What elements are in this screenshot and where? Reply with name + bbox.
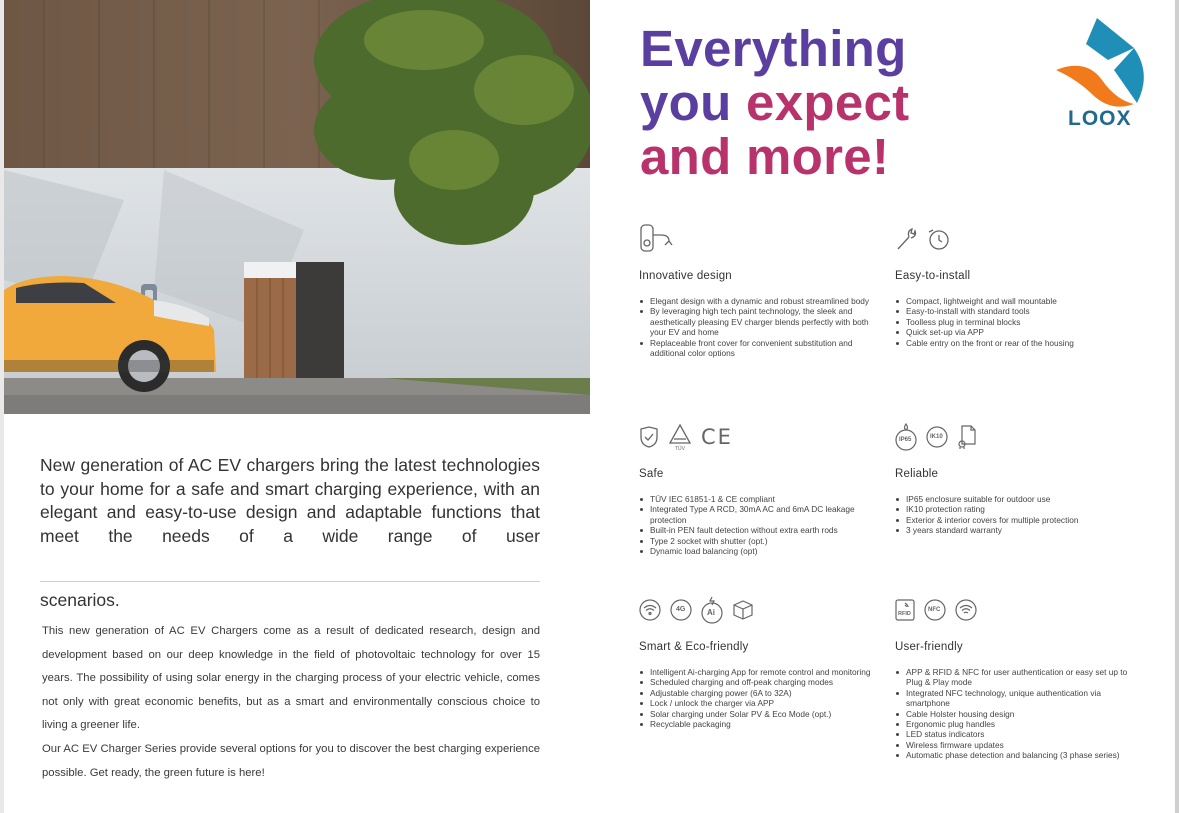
feature-icons [639, 593, 879, 627]
list-item: Cable entry on the front or rear of the housing [906, 338, 1135, 348]
divider [40, 581, 540, 582]
feature-title: Safe [639, 468, 664, 480]
headline-word: expect [746, 74, 910, 131]
list-item: Lock / unlock the charger via APP [650, 698, 879, 708]
list-item: APP & RFID & NFC for user authentication or easy set up to Plug & Play mode [906, 667, 1135, 688]
ik10-label: IK10 [930, 434, 943, 440]
list-item: By leveraging high tech paint technology, the sleek and aesthetically pleasing EV charger blends perfectly with both your EV and home [650, 306, 879, 337]
list-item: Built-in PEN fault detection without extra earth rods [650, 525, 879, 535]
list-item: TÜV IEC 61851-1 & CE compliant [650, 494, 879, 504]
ce-mark-icon: CE [701, 425, 733, 449]
list-item: IP65 enclosure suitable for outdoor use [906, 494, 1135, 504]
body-paragraph-1: This new generation of AC EV Chargers come as a result of dedicated research, design and development based on our deep knowledge in the field of photovoltaic technology for over 15 years. The possibility of using solar energy in the charging process of your electric vehicle, comes not only with great economic benefits, but as a smart and environmentally conscious choice to living a greener life. [42, 625, 540, 732]
list-item: Scheduled charging and off-peak charging modes [650, 677, 879, 687]
wireless-icon [955, 599, 977, 621]
shield-check-icon [639, 425, 659, 449]
list-item: Easy-to-install with standard tools [906, 306, 1135, 316]
feature-list [895, 296, 1135, 348]
feature-list [639, 296, 879, 358]
rfid-label: RFID [898, 611, 911, 617]
body-paragraph-2: Our AC EV Charger Series provide several options for you to discover the best charging experience possible. Get ready, the green future is here! [42, 742, 540, 779]
list-item: Integrated Type A RCD, 30mA AC and 6mA DC leakage protection [650, 504, 879, 525]
right-page [590, 0, 1175, 813]
tuv-triangle-icon [668, 423, 692, 451]
hero-photo [4, 0, 590, 414]
intro-last-word: scenarios. [40, 590, 120, 610]
feature-list [639, 667, 879, 729]
feature-safe [639, 420, 879, 556]
headline-line-1 [640, 22, 909, 76]
list-item: Type 2 socket with shutter (opt.) [650, 536, 879, 546]
ik10-icon [926, 426, 948, 448]
list-item: IK10 protection rating [906, 504, 1135, 514]
list-item: Intelligent Ai-charging App for remote control and monitoring [650, 667, 879, 677]
feature-easy-to-install [895, 222, 1135, 348]
feature-reliable [895, 420, 1135, 536]
package-box-icon [732, 599, 754, 621]
list-item: 3 years standard warranty [906, 525, 1135, 535]
feature-title: Smart & Eco-friendly [639, 641, 749, 653]
page-edge [1175, 0, 1179, 813]
feature-icons [895, 420, 1135, 454]
list-item: Recyclable packaging [650, 719, 879, 729]
body-text [42, 620, 540, 785]
nfc-icon [924, 599, 946, 621]
document-warranty-icon [957, 424, 977, 450]
headline-word: and more! [640, 128, 890, 185]
feature-title: Innovative design [639, 270, 732, 282]
list-item: Wireless firmware updates [906, 740, 1135, 750]
headline-line-3 [640, 130, 909, 184]
ai-label: Ai [707, 608, 715, 617]
list-item: Solar charging under Solar PV & Eco Mode (opt.) [650, 709, 879, 719]
list-item: Integrated NFC technology, unique authentication via smartphone [906, 688, 1135, 709]
feature-icons [895, 593, 1135, 627]
4g-label: 4G [676, 606, 686, 613]
ai-icon [701, 596, 723, 624]
tuv-label: TÜV [675, 446, 685, 452]
feature-user-friendly [895, 593, 1135, 761]
nfc-label: NFC [928, 607, 941, 613]
list-item: Dynamic load balancing (opt) [650, 546, 879, 556]
list-item: Cable Holster housing design [906, 709, 1135, 719]
feature-title: Reliable [895, 468, 939, 480]
wrench-icon [895, 227, 917, 251]
headline [640, 22, 909, 184]
4g-icon [670, 599, 692, 621]
feature-icons [639, 222, 879, 256]
headline-word: Everything [640, 20, 907, 77]
feature-icons [639, 420, 879, 454]
feature-icons [895, 222, 1135, 256]
list-item: Adjustable charging power (6A to 32A) [650, 688, 879, 698]
list-item: LED status indicators [906, 729, 1135, 739]
list-item: Ergonomic plug handles [906, 719, 1135, 729]
ip65-label: IP65 [899, 437, 912, 443]
intro-paragraph: New generation of AC EV chargers bring the latest technologies to your home for a safe and smart charging experience, with an elegant and easy-to-use design and adaptable functions that meet the needs of a wide range of user [40, 455, 540, 546]
clock-icon [926, 227, 950, 251]
list-item: Replaceable front cover for convenient substitution and additional color options [650, 338, 879, 359]
headline-line-2 [640, 76, 909, 130]
feature-smart-eco [639, 593, 879, 729]
wifi-icon [639, 599, 661, 621]
feature-list [895, 494, 1135, 536]
feature-list [639, 494, 879, 556]
list-item: Compact, lightweight and wall mountable [906, 296, 1135, 306]
ip65-drop-icon [895, 423, 917, 451]
rfid-card-icon [895, 598, 915, 622]
list-item: Toolless plug in terminal blocks [906, 317, 1135, 327]
logo-text: LOOX [1068, 107, 1132, 130]
feature-list [895, 667, 1135, 761]
list-item: Exterior & interior covers for multiple protection [906, 515, 1135, 525]
feature-title: User-friendly [895, 641, 963, 653]
list-item: Automatic phase detection and balancing (3 phase series) [906, 750, 1135, 760]
list-item: Quick set-up via APP [906, 327, 1135, 337]
feature-title: Easy-to-install [895, 270, 971, 282]
feature-innovative-design [639, 222, 879, 358]
wallbox-charger-icon [639, 223, 673, 255]
left-page [4, 0, 590, 813]
headline-word: you [640, 74, 747, 131]
list-item: Elegant design with a dynamic and robust streamlined body [650, 296, 879, 306]
